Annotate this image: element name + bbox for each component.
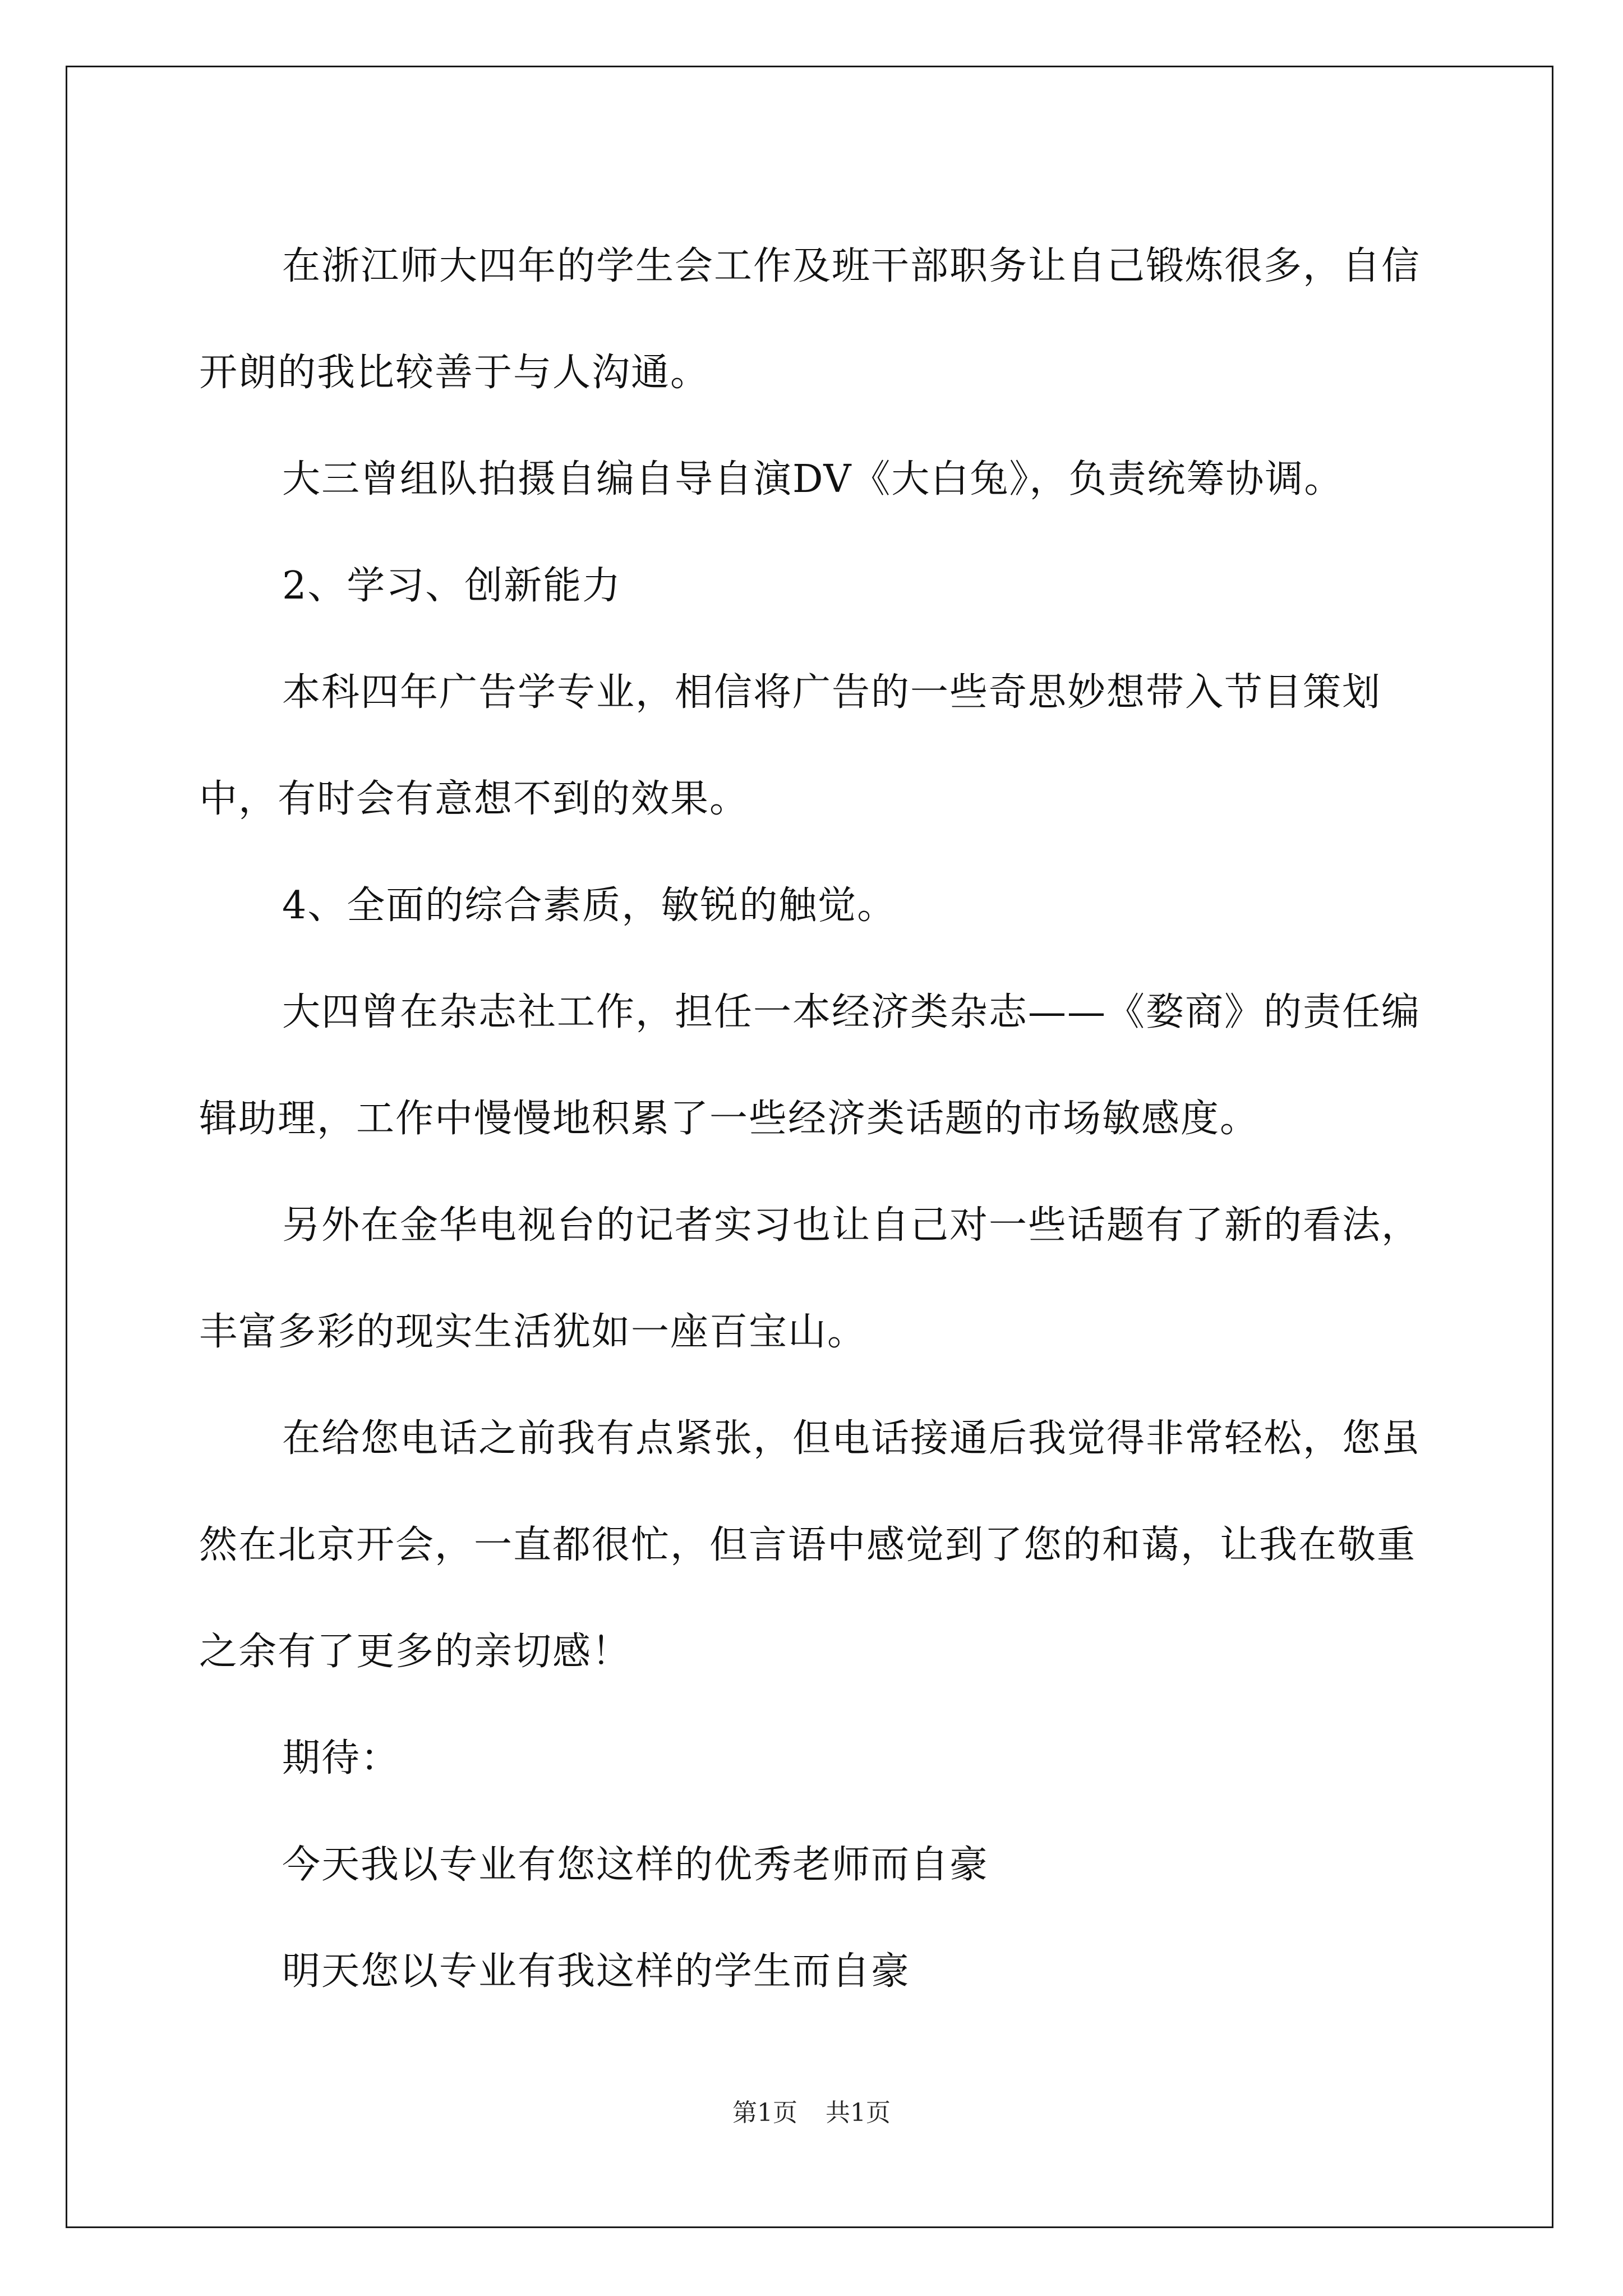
paragraph: 大三曾组队拍摄自编自导自演DV《大白兔》，负责统筹协调。	[282, 457, 1344, 501]
page-total: 共1页	[826, 2099, 891, 2127]
paragraph: 在给您电话之前我有点紧张，但电话接通后我觉得非常轻松，您虽然在北京开会，一直都很忙，但言语中感觉到了您的和蔼，让我在敬重之余有了更多的亲切感！	[199, 1416, 1421, 1674]
section-heading: 4、全面的综合素质，敏锐的触觉。	[282, 884, 897, 928]
paragraph: 今天我以专业有您这样的优秀老师而自豪	[282, 1843, 989, 1887]
paragraph: 在浙江师大四年的学生会工作及班干部职务让自己锻炼很多，自信开朗的我比较善于与人沟通。	[199, 244, 1421, 395]
paragraph: 明天您以专业有我这样的学生而自豪	[282, 1949, 911, 1994]
section-heading: 2、学习、创新能力	[282, 564, 622, 608]
page-footer	[0, 2092, 1623, 2128]
document-body	[199, 213, 1433, 2025]
paragraph: 另外在金华电视台的记者实习也让自己对一些话题有了新的看法，丰富多彩的现实生活犹如一座百宝山。	[199, 1203, 1421, 1354]
paragraph: 大四曾在杂志社工作，担任一本经济类杂志——《婺商》的责任编辑助理，工作中慢慢地积累了一些经济类话题的市场敏感度。	[199, 990, 1421, 1141]
paragraph: 期待：	[282, 1736, 400, 1780]
page-number: 第1页	[732, 2099, 797, 2127]
paragraph: 本科四年广告学专业，相信将广告的一些奇思妙想带入节目策划中，有时会有意想不到的效果。	[199, 670, 1382, 821]
